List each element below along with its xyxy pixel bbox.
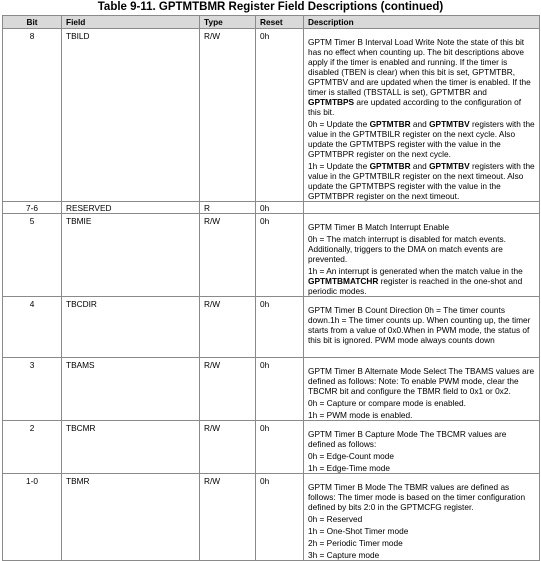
description-text: 1h = An interrupt is generated when the match value in the bbox=[308, 266, 523, 276]
table-title: Table 9-11. GPTMTBMR Register Field Descriptions (continued) bbox=[97, 1, 444, 13]
cell-type: R/W bbox=[200, 474, 256, 561]
description-paragraph bbox=[308, 234, 535, 264]
description-text: 1h = Edge-Time mode bbox=[308, 463, 391, 473]
description-paragraph bbox=[308, 463, 535, 473]
description-paragraph bbox=[308, 366, 535, 396]
description-paragraph bbox=[308, 451, 535, 461]
register-name: GPTMTBPS bbox=[308, 97, 355, 107]
description-text: GPTM Timer B Interval Load Write Note the state of this bit has no effect when counting up. The bit descriptions above apply if the timer is enabled and running. If the timer is disabled (TBEN is clear) when this bit is set, GPTMTBR, GPTMTBV and are updated when the timer is enabled. If the timer is stalled (TBSTALL is set), GPTMTBR and bbox=[308, 37, 531, 97]
description-text: 1h = Update the bbox=[308, 161, 370, 171]
cell-reset: 0h bbox=[256, 421, 304, 474]
description-text: 1h = PWM mode is enabled. bbox=[308, 410, 413, 420]
table-row bbox=[3, 202, 540, 214]
header-reset: Reset bbox=[256, 16, 304, 29]
cell-field: TBILD bbox=[62, 29, 200, 202]
description-text: GPTM Timer B Match Interrupt Enable bbox=[308, 222, 450, 232]
description-text: and bbox=[410, 119, 430, 129]
cell-field: TBMIE bbox=[62, 214, 200, 297]
cell-type: R bbox=[200, 202, 256, 214]
cell-description bbox=[304, 358, 540, 421]
table-row bbox=[3, 474, 540, 561]
description-text: 0h = Reserved bbox=[308, 514, 363, 524]
register-name: GPTMTBR bbox=[369, 161, 411, 171]
register-name: GPTMTBMATCHR bbox=[308, 276, 379, 286]
table-row bbox=[3, 358, 540, 421]
description-text: 3h = Capture mode bbox=[308, 550, 380, 560]
cell-reset: 0h bbox=[256, 358, 304, 421]
description-text: GPTM Timer B Alternate Mode Select The TBAMS values are defined as follows: Note: To enable PWM mode, clear the TBCMR bit and configure the TBMR field to 0x1 or 0x2. bbox=[308, 366, 535, 396]
description-paragraph bbox=[308, 37, 535, 117]
register-name: GPTMTBR bbox=[369, 119, 411, 129]
cell-field: TBCMR bbox=[62, 421, 200, 474]
description-paragraph bbox=[308, 410, 535, 420]
description-paragraph bbox=[308, 398, 535, 408]
cell-bit: 5 bbox=[3, 214, 62, 297]
cell-type: R/W bbox=[200, 297, 256, 358]
cell-reset: 0h bbox=[256, 29, 304, 202]
table-row bbox=[3, 29, 540, 202]
cell-reset: 0h bbox=[256, 474, 304, 561]
table-row bbox=[3, 421, 540, 474]
header-description: Description bbox=[304, 16, 540, 29]
description-text: 0h = Update the bbox=[308, 119, 370, 129]
cell-field: TBAMS bbox=[62, 358, 200, 421]
cell-type: R/W bbox=[200, 358, 256, 421]
cell-bit: 1-0 bbox=[3, 474, 62, 561]
description-text: are updated according to the configuration of this bit. bbox=[308, 97, 522, 117]
description-paragraph bbox=[308, 526, 535, 536]
description-paragraph bbox=[308, 482, 535, 512]
description-paragraph bbox=[308, 538, 535, 548]
cell-field: TBCDIR bbox=[62, 297, 200, 358]
cell-description bbox=[304, 421, 540, 474]
header-field: Field bbox=[62, 16, 200, 29]
description-text: GPTM Timer B Count Direction 0h = The timer counts down.1h = The timer counts up. When counting up, the timer starts from a value of 0x0.When in PWM mode, the status of this bit is ignored. PWM mode always counts down bbox=[308, 305, 531, 345]
cell-bit: 4 bbox=[3, 297, 62, 358]
description-paragraph bbox=[308, 119, 535, 159]
cell-field: RESERVED bbox=[62, 202, 200, 214]
cell-description bbox=[304, 214, 540, 297]
register-name: GPTMTBV bbox=[429, 161, 470, 171]
description-text: 0h = Capture or compare mode is enabled. bbox=[308, 398, 466, 408]
description-text: and bbox=[410, 161, 430, 171]
cell-description bbox=[304, 297, 540, 358]
cell-type: R/W bbox=[200, 421, 256, 474]
description-paragraph bbox=[308, 429, 535, 449]
cell-field: TBMR bbox=[62, 474, 200, 561]
description-paragraph bbox=[308, 161, 535, 201]
cell-description bbox=[304, 474, 540, 561]
register-field-table bbox=[2, 15, 540, 561]
description-text: GPTM Timer B Mode The TBMR values are defined as follows: The timer mode is based on the timer configuration defined by bits 2:0 in the GPTMCFG register. bbox=[308, 482, 526, 512]
description-paragraph bbox=[308, 222, 535, 232]
cell-description bbox=[304, 202, 540, 214]
description-text: 0h = Edge-Count mode bbox=[308, 451, 395, 461]
description-text: register is reached in the one-shot and periodic modes. bbox=[308, 276, 523, 296]
cell-type: R/W bbox=[200, 214, 256, 297]
cell-reset: 0h bbox=[256, 202, 304, 214]
description-text: GPTM Timer B Capture Mode The TBCMR values are defined as follows: bbox=[308, 429, 507, 449]
cell-bit: 7-6 bbox=[3, 202, 62, 214]
table-header-row bbox=[3, 16, 540, 29]
cell-reset: 0h bbox=[256, 297, 304, 358]
table-row bbox=[3, 214, 540, 297]
cell-bit: 3 bbox=[3, 358, 62, 421]
description-text: registers with the value in the GPTMTBILR register on the next cycle. Also update the GPTMTBPS register with the value in the GPTMTBPR register on the next cycle. bbox=[308, 119, 535, 159]
description-text: registers with the value in the GPTMTBILR register on the next timeout. Also update the GPTMTBPS register with the value in the GPTMTBPR register on the next timeout. bbox=[308, 161, 535, 201]
cell-bit: 8 bbox=[3, 29, 62, 202]
description-paragraph bbox=[308, 514, 535, 524]
description-paragraph bbox=[308, 305, 535, 345]
cell-description bbox=[304, 29, 540, 202]
cell-type: R/W bbox=[200, 29, 256, 202]
table-row bbox=[3, 297, 540, 358]
cell-reset: 0h bbox=[256, 214, 304, 297]
register-name: GPTMTBV bbox=[429, 119, 470, 129]
description-text: 1h = One-Shot Timer mode bbox=[308, 526, 409, 536]
description-text: 2h = Periodic Timer mode bbox=[308, 538, 403, 548]
description-paragraph bbox=[308, 266, 535, 296]
header-bit: Bit bbox=[3, 16, 62, 29]
header-type: Type bbox=[200, 16, 256, 29]
cell-bit: 2 bbox=[3, 421, 62, 474]
description-paragraph bbox=[308, 550, 535, 560]
description-text: 0h = The match interrupt is disabled for match events. Additionally, triggers to the DMA on match events are prevented. bbox=[308, 234, 506, 264]
